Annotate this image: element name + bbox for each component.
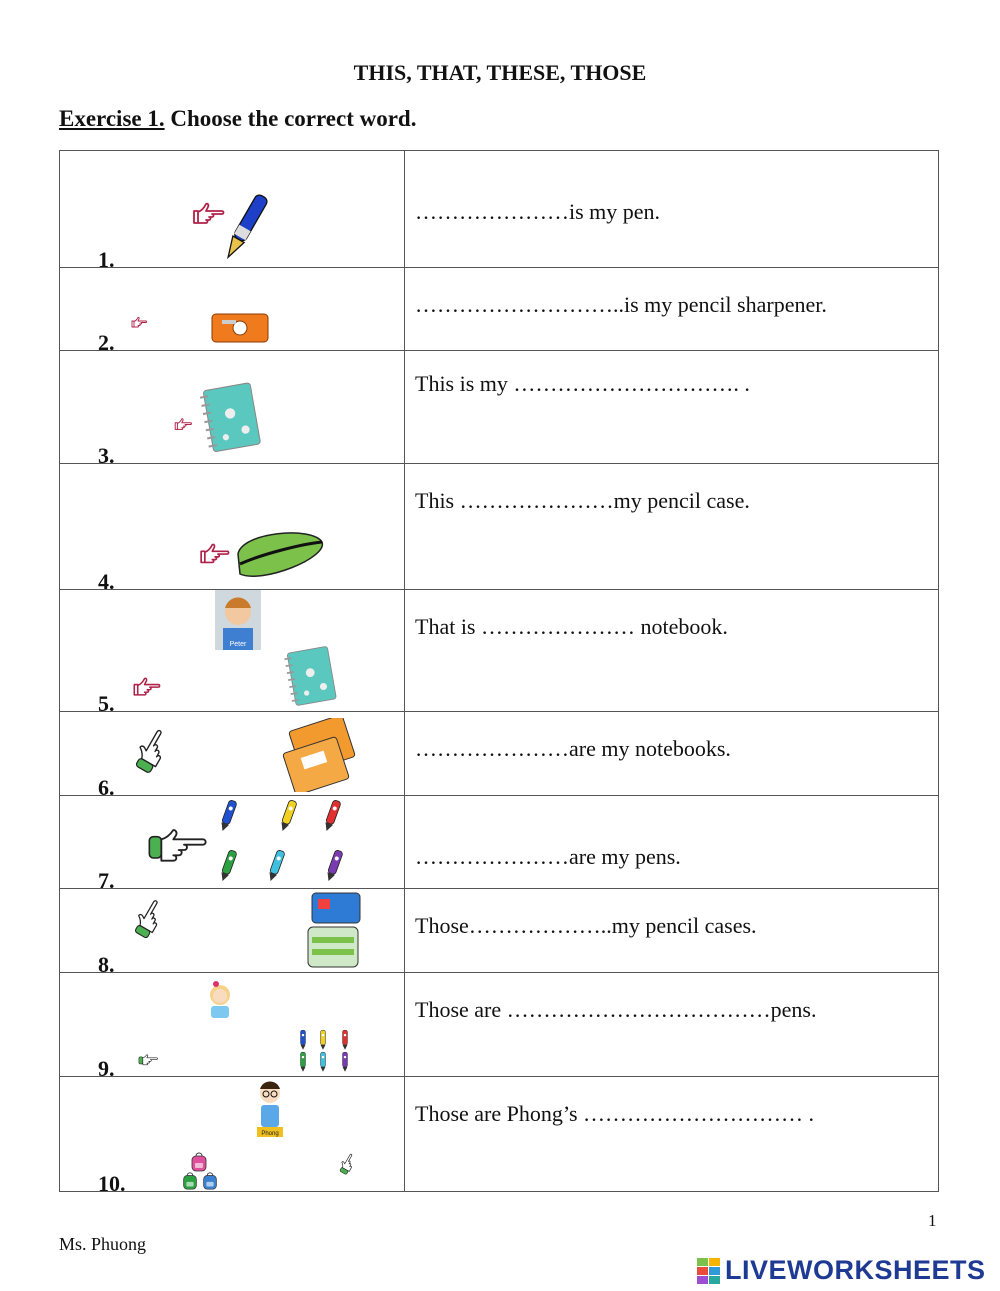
pen-icon [262,846,289,885]
pen-icon [318,1051,328,1073]
sentence-cell[interactable]: Those are ………………………………pens. [405,973,939,1077]
row-number: 6. [98,775,115,800]
brand-logo [697,1255,986,1286]
row-number: 3. [98,443,115,468]
peter-label: Peter [229,641,247,648]
picture-cell [60,590,405,716]
pen-icon [214,796,241,835]
sentence-cell[interactable]: …………………are my notebooks. [405,712,939,796]
backpack-icon [188,1151,210,1173]
sentence-cell[interactable]: That is ………………… notebook. [405,590,939,712]
hand-point-icon [128,720,179,778]
pen-icon [320,846,347,885]
row-number: 9. [98,1056,115,1081]
pen-icon [318,1029,328,1051]
exercise-table [59,150,939,1196]
table-row [60,712,939,796]
pen-icon [340,1051,350,1073]
picture-cell [60,973,405,1081]
table-row [60,351,939,464]
pencil-case-icon [232,524,327,584]
sentence-cell[interactable]: This is my …………………………. . [405,351,939,464]
phong-label: Phong [261,1131,279,1137]
sentence-cell[interactable]: This …………………my pencil case. [405,464,939,590]
table-row [60,889,939,973]
row-number: 4. [98,569,115,594]
table-row [60,151,939,268]
exercise-instruction: Choose the correct word. [170,106,417,131]
row-number: 8. [98,952,115,977]
row-number: 10. [98,1171,126,1196]
table-row [60,590,939,712]
pen-icon [274,796,301,835]
picture-cell [60,712,405,800]
sentence-cell[interactable]: Those are Phong’s ………………………… . [405,1077,939,1192]
table-row [60,973,939,1077]
picture-cell [60,796,405,893]
picture-cell [60,1077,405,1196]
pen-icon [298,1051,308,1073]
picture-cell [60,351,405,468]
sentence-cell[interactable]: …………………are my pens. [405,796,939,889]
sharpener-icon [210,310,270,344]
picture-cell [60,268,405,355]
brand-name: LIVEWORKSHEETS [725,1255,986,1285]
hand-point-icon [138,1053,160,1067]
hand-point-icon [173,417,195,433]
table-row [60,1077,939,1192]
row-number: 5. [98,691,115,716]
pen-icon [214,846,241,885]
boy-icon [215,590,261,650]
sentence-cell[interactable]: Those………………..my pencil cases. [405,889,939,973]
notebook-icon [194,376,268,461]
liveworksheets-logo-icon [697,1258,721,1284]
table-row [60,268,939,351]
boy-icon [255,1079,285,1141]
picture-cell [60,151,405,272]
picture-cell [60,889,405,977]
sentence-cell[interactable]: …………………is my pen. [405,151,939,268]
row-number: 1. [98,247,115,272]
row-number: 7. [98,868,115,893]
pen-icon [318,796,345,835]
hand-point-icon [196,542,236,568]
notebook-icon [280,718,356,792]
backpack-icon [180,1171,200,1191]
hand-point-icon [144,826,216,866]
pencil-case-icon [304,891,364,971]
backpack-icon [200,1171,220,1191]
hand-point-icon [130,316,150,330]
table-row [60,796,939,889]
picture-cell [60,464,405,594]
notebook-icon [275,641,347,713]
exercise-heading [59,106,416,132]
hand-point-icon [127,891,173,943]
hand-point-icon [130,676,166,700]
pen-icon [298,1029,308,1051]
girl-icon [200,979,240,1019]
pen-icon [340,1029,350,1051]
sentence-cell[interactable]: ………………………..is my pencil sharpener. [405,268,939,351]
worksheet-title: THIS, THAT, THESE, THOSE [353,60,647,85]
author-name: Ms. Phuong [59,1234,147,1254]
row-number: 2. [98,330,115,355]
exercise-label: Exercise 1. [59,106,165,131]
table-row [60,464,939,590]
page-number: 1 [928,1211,937,1230]
hand-point-icon [335,1149,361,1178]
